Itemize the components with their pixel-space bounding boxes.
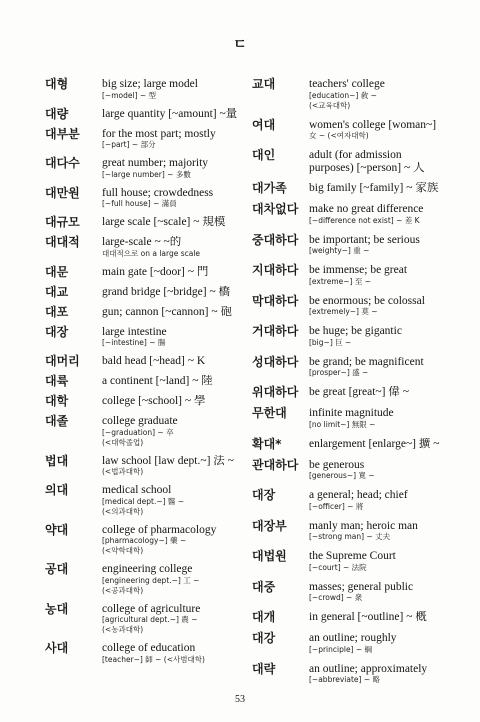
dictionary-entry — [252, 611, 457, 624]
entry-headword: 대졸 — [45, 414, 69, 428]
entry-gloss-line: 대대적으로 on a large scale — [102, 248, 201, 258]
entry-definition-line: masses; general public — [309, 580, 414, 593]
entry-headword: 대중 — [252, 579, 276, 594]
entry-definition-line: medical school — [102, 484, 172, 496]
entry-headword: 대다수 — [45, 156, 80, 170]
entry-gloss-line: [~difference not exist] ~ 差 K — [309, 215, 420, 225]
dictionary-entry — [45, 78, 245, 101]
entry-definition — [102, 286, 245, 299]
dictionary-entry — [252, 264, 457, 287]
entry-headword: 대량 — [45, 106, 69, 121]
dictionary-entry — [252, 325, 457, 348]
entry-definition-line: an outline; roughly — [309, 632, 397, 644]
dictionary-entry — [45, 306, 245, 319]
entry-definition — [309, 325, 457, 348]
entry-definition-line: be generous — [309, 458, 365, 471]
entry-definition — [309, 520, 457, 543]
entry-definition — [309, 611, 457, 624]
entry-headword: 대학 — [45, 394, 69, 408]
entry-headword: 대대적 — [45, 235, 80, 249]
entry-definition — [102, 563, 245, 596]
dictionary-entry — [45, 524, 245, 557]
entry-definition — [309, 438, 457, 451]
dictionary-entry — [45, 157, 245, 180]
entry-definition — [102, 187, 245, 210]
entry-definition — [102, 236, 245, 259]
right-column — [252, 78, 457, 693]
entry-definition-line: college [~school] ~ 學 — [102, 395, 206, 407]
entry-gloss-line: [engineering dept.~] 工 ~ — [102, 575, 200, 585]
entry-definition — [309, 234, 457, 257]
entry-definition-line: a continent [~land] ~ 陸 — [102, 375, 213, 387]
dictionary-entry — [45, 187, 245, 210]
entry-definition — [102, 375, 245, 388]
entry-definition-line: college of education — [102, 642, 196, 654]
entry-definition — [309, 78, 457, 111]
entry-gloss-line: [education~] 敎 ~ — [309, 90, 377, 100]
dictionary-entry — [252, 438, 457, 451]
dictionary-entry — [252, 489, 457, 512]
entry-definition — [309, 182, 457, 195]
entry-gloss-line: [~large number] ~ 多數 — [102, 169, 191, 179]
entry-definition — [309, 264, 457, 287]
entry-definition-line: big family [~family] ~ 家族 — [309, 182, 439, 194]
dictionary-entry — [45, 286, 245, 299]
dictionary-entry — [252, 356, 457, 379]
entry-definition-line: full house; crowdedness — [102, 186, 214, 199]
entry-definition-line: purposes) [~person] ~ 人 — [309, 161, 425, 174]
entry-definition-line: be important; be serious — [309, 233, 420, 246]
entry-definition-line: women's college [woman~] — [309, 118, 437, 131]
dictionary-entry — [252, 203, 457, 226]
entry-headword: 대략 — [252, 661, 276, 676]
entry-definition — [309, 203, 457, 226]
entry-gloss-line: [extremely~] 莫 ~ — [309, 307, 378, 316]
dictionary-entry — [252, 78, 457, 111]
dictionary-entry — [252, 581, 457, 604]
left-column — [45, 78, 245, 672]
entry-headword: 대규모 — [45, 215, 80, 229]
entry-headword: 대부분 — [45, 126, 80, 141]
entry-gloss-line: [~graduation] ~ 卒 — [102, 427, 174, 437]
entry-headword: 대인 — [252, 148, 276, 162]
entry-definition — [309, 632, 457, 655]
entry-headword: 대장부 — [252, 518, 287, 533]
entry-gloss-line: [~officer] ~ 將 — [309, 501, 364, 511]
dictionary-entry — [45, 415, 245, 448]
entry-definition — [102, 395, 245, 408]
entry-definition — [102, 78, 245, 101]
dictionary-entry — [252, 407, 457, 430]
dictionary-entry — [252, 550, 457, 573]
entry-gloss-line: [~court] ~ 法院 — [309, 562, 367, 572]
dictionary-entry — [252, 520, 457, 543]
dictionary-entry — [45, 266, 245, 279]
entry-definition — [102, 157, 245, 180]
entry-definition-line: for the most part; mostly — [102, 127, 216, 140]
entry-definition — [309, 356, 457, 379]
entry-definition — [309, 550, 457, 573]
entry-headword: 대차없다 — [252, 202, 299, 216]
entry-definition — [309, 386, 457, 399]
dictionary-entry — [45, 216, 245, 229]
entry-definition-line: main gate [~door] ~ 門 — [102, 265, 209, 278]
entry-definition-line: great number; majority — [102, 157, 209, 169]
entry-definition — [102, 266, 245, 279]
dictionary-entry — [45, 484, 245, 517]
entry-gloss-line: [~strong man] ~ 丈夫 — [309, 532, 391, 541]
entry-headword: 대법원 — [252, 549, 287, 563]
entry-definition — [102, 455, 245, 478]
entry-definition-line: be huge; be gigantic — [309, 325, 402, 337]
dictionary-entry — [45, 236, 245, 259]
dictionary-entry — [252, 182, 457, 195]
entry-headword: 공대 — [45, 562, 69, 576]
entry-gloss-line: [generous~] 寬 ~ — [309, 471, 375, 480]
dictionary-entry — [45, 603, 245, 636]
entry-definition-line: adult (for admission — [309, 149, 402, 161]
page-header: ㄷ — [233, 37, 247, 53]
entry-gloss-line: (<법과대학) — [102, 467, 144, 476]
entry-definition-line: an outline; approximately — [309, 662, 428, 675]
entry-definition-line: large quantity [~amount] ~量 — [102, 107, 238, 120]
entry-headword: 여대 — [252, 117, 276, 132]
entry-definition-line: be great [great~] 偉 ~ — [309, 386, 409, 398]
entry-headword: 관대하다 — [252, 457, 299, 472]
entry-headword: 무한대 — [252, 406, 287, 420]
dictionary-entry — [252, 119, 457, 142]
entry-definition — [102, 306, 245, 319]
entry-gloss-line: (<의과대학) — [102, 506, 144, 516]
entry-definition-line: a general; head; chief — [309, 489, 408, 501]
entry-definition-line: be immense; be great — [309, 264, 408, 276]
entry-headword: 대문 — [45, 264, 69, 279]
entry-definition-line: the Supreme Court — [309, 550, 396, 562]
entry-definition — [102, 415, 245, 448]
entry-headword: 중대하다 — [252, 232, 299, 247]
dictionary-entry — [252, 295, 457, 318]
entry-headword: 대머리 — [45, 354, 80, 368]
entry-definition-line: gun; cannon [~cannon] ~ 砲 — [102, 305, 232, 318]
entry-headword: 약대 — [45, 522, 69, 537]
entry-gloss-line: [~abbreviate] ~ 略 — [309, 675, 381, 684]
entry-definition — [102, 216, 245, 229]
entry-gloss-line: [~part] ~ 部分 — [102, 140, 156, 149]
page-number: 53 — [235, 694, 245, 705]
entry-definition-line: large-scale ~ ~的 — [102, 236, 182, 248]
entry-gloss-line: [~crowd] ~ 衆 — [309, 593, 363, 602]
entry-headword: 위대하다 — [252, 385, 299, 399]
entry-headword: 성대하다 — [252, 354, 299, 369]
entry-definition-line: manly man; heroic man — [309, 519, 418, 532]
entry-headword: 교대 — [252, 77, 276, 91]
entry-definition — [309, 149, 457, 174]
entry-definition-line: infinite magnitude — [309, 407, 394, 419]
entry-gloss-line: [medical dept.~] 醫 ~ — [102, 496, 185, 506]
entry-gloss-line: (<공과대학) — [102, 585, 144, 595]
entry-headword: 막대하다 — [252, 293, 299, 308]
entry-headword: 법대 — [45, 453, 69, 468]
entry-definition-line: college of pharmacology — [102, 523, 217, 536]
entry-definition-line: grand bridge [~bridge] ~ 橋 — [102, 285, 231, 298]
dictionary-entry — [252, 386, 457, 399]
entry-gloss-line: (<농과대학) — [102, 625, 144, 634]
entry-definition — [309, 663, 457, 686]
entry-definition-line: enlargement [enlarge~] 擴 ~ — [309, 437, 440, 450]
entry-headword: 지대하다 — [252, 263, 299, 277]
entry-definition-line: teachers' college — [309, 78, 385, 90]
entry-gloss-line: [~model] ~ 型 — [102, 90, 157, 100]
entry-headword: 대형 — [45, 77, 69, 91]
entry-gloss-line: [pharmacology~] 藥 ~ — [102, 536, 187, 545]
entry-definition — [309, 459, 457, 482]
entry-definition — [102, 128, 245, 151]
entry-headword: 대장 — [45, 324, 69, 339]
entry-gloss-line: [teacher~] 師 ~ (<사범대학) — [102, 654, 205, 664]
entry-gloss-line: (<대학졸업) — [102, 437, 144, 447]
entry-definition-line: be enormous; be colossal — [309, 294, 425, 307]
entry-headword: 대교 — [45, 284, 69, 299]
dictionary-entry — [252, 459, 457, 482]
entry-gloss-line: [~full house] ~ 滿員 — [102, 199, 177, 208]
dictionary-entry — [45, 128, 245, 151]
dictionary-entry — [252, 234, 457, 257]
entry-definition-line: large intestine — [102, 325, 167, 338]
entry-definition-line: bald head [~head] ~ K — [102, 355, 206, 367]
entry-headword: 확대* — [252, 436, 282, 451]
entry-gloss-line: [prosper~] 盛 ~ — [309, 368, 369, 377]
dictionary-entry — [45, 355, 245, 368]
entry-headword: 대포 — [45, 304, 69, 319]
entry-definition — [309, 119, 457, 142]
entry-definition-line: college graduate — [102, 415, 178, 427]
entry-headword: 거대하다 — [252, 324, 299, 338]
entry-gloss-line: 女 ~ (<여자대학) — [309, 131, 369, 140]
entry-definition-line: large scale [~scale] ~ 規模 — [102, 216, 226, 228]
entry-definition-line: college of agriculture — [102, 602, 201, 615]
entry-definition-line: make no great difference — [309, 203, 424, 215]
dictionary-entry — [45, 108, 245, 121]
entry-definition — [309, 581, 457, 604]
entry-definition — [309, 295, 457, 318]
dictionary-entry — [45, 375, 245, 388]
dictionary-entry — [252, 632, 457, 655]
dictionary-entry — [45, 326, 245, 349]
entry-headword: 대강 — [252, 631, 276, 645]
entry-headword: 대가족 — [252, 181, 287, 195]
entry-gloss-line: [no limit~] 無限 ~ — [309, 419, 376, 429]
entry-definition-line: engineering college — [102, 563, 193, 575]
entry-headword: 대륙 — [45, 374, 69, 388]
entry-definition-line: be grand; be magnificent — [309, 355, 424, 368]
entry-headword: 농대 — [45, 601, 69, 616]
entry-gloss-line: [extreme~] 至 ~ — [309, 276, 372, 286]
entry-gloss-line: (<교육대학) — [309, 100, 351, 110]
entry-definition — [102, 642, 245, 665]
dictionary-entry — [252, 149, 457, 174]
entry-headword: 대장 — [252, 488, 276, 502]
entry-definition — [102, 603, 245, 636]
dictionary-entry — [45, 642, 245, 665]
entry-gloss-line: [weighty~] 重 ~ — [309, 246, 370, 255]
entry-definition — [102, 524, 245, 557]
dictionary-entry — [45, 563, 245, 596]
entry-definition — [309, 489, 457, 512]
dictionary-entry — [252, 663, 457, 686]
entry-headword: 대만원 — [45, 185, 80, 200]
entry-definition-line: law school [law dept.~] 法 ~ — [102, 454, 234, 467]
entry-gloss-line: [big~] 巨 ~ — [309, 337, 352, 347]
dictionary-entry — [45, 395, 245, 408]
entry-headword: 대개 — [252, 610, 276, 624]
entry-definition-line: in general [~outline] ~ 槪 — [309, 611, 427, 623]
entry-definition-line: big size; large model — [102, 78, 198, 90]
entry-definition — [102, 484, 245, 517]
entry-headword: 의대 — [45, 483, 69, 497]
entry-headword: 사대 — [45, 641, 69, 655]
entry-gloss-line: [~principle] ~ 綱 — [309, 644, 373, 654]
entry-gloss-line: [~intestine] ~ 腸 — [102, 338, 166, 347]
entry-definition — [102, 108, 245, 121]
dictionary-entry — [45, 455, 245, 478]
entry-gloss-line: [agricultural dept.~] 農 ~ — [102, 615, 198, 624]
entry-gloss-line: (<약학대학) — [102, 546, 144, 555]
entry-definition — [309, 407, 457, 430]
entry-definition — [102, 326, 245, 349]
entry-definition — [102, 355, 245, 368]
